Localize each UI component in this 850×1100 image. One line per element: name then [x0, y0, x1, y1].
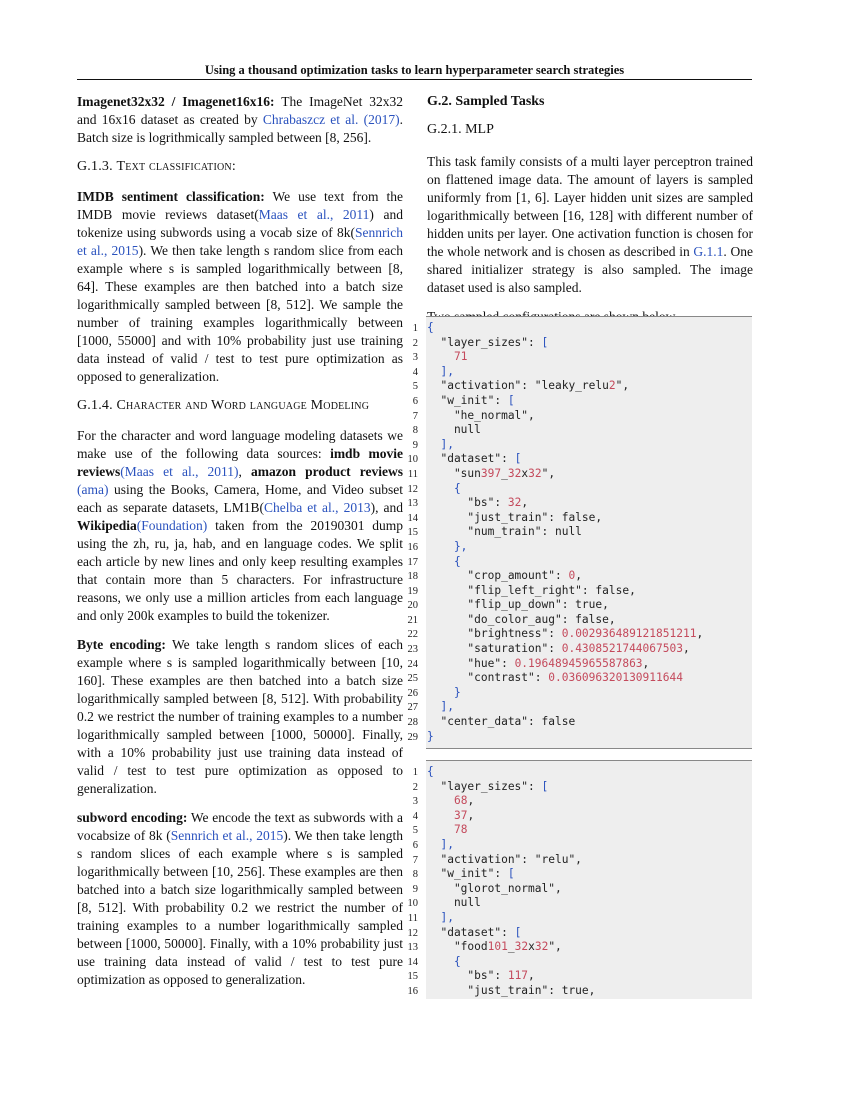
code-token: ,: [575, 569, 582, 583]
charword-text-5: taken from the 20190301 dump using the zh, ru, ja, hab, and en language codes. We split each article by new lines and only keep resulting examples that contain more than 5 characters. For infrastructure reasons, we only use a million articles from each language and only 200k examples to build the tokenizer.: [77, 518, 403, 623]
code-line: [427, 452, 703, 467]
charword-text-2: ,: [238, 464, 252, 479]
code-token: 117: [507, 969, 529, 983]
line-number: 16: [407, 541, 418, 553]
code-token: x: [521, 466, 529, 480]
line-number: 10: [407, 898, 418, 910]
citation-chrabaszcz[interactable]: Chrabaszcz et al. (2017): [262, 112, 400, 127]
code-token: "do_color_aug": false,: [427, 612, 616, 626]
line-number: 12: [407, 483, 418, 495]
code-token: ,: [467, 808, 475, 822]
imdb-text-1: We use text from the IMDB movie reviews dataset(: [77, 189, 403, 222]
code-line: [427, 409, 703, 424]
code-token: ,: [528, 969, 535, 983]
charword-text-4: ), and: [370, 500, 403, 515]
imagenet-paragraph: [77, 93, 403, 147]
code-token: 37: [453, 808, 468, 822]
code-token: 32: [507, 466, 522, 480]
byte-encoding-paragraph: [77, 636, 403, 798]
imdb-label: IMDB sentiment classification:: [77, 189, 265, 204]
citation-maas-2[interactable]: (Maas et al., 2011): [120, 464, 239, 479]
code-token: }: [427, 729, 434, 743]
code-line: [427, 584, 703, 599]
code-token: ",: [541, 466, 556, 480]
code-token: "bs":: [427, 969, 508, 983]
line-number: 20: [407, 600, 418, 612]
code-line: [427, 423, 703, 438]
line-number: 7: [412, 854, 418, 866]
code-block-2: [426, 760, 752, 999]
code-token: 101: [487, 940, 508, 954]
line-number: 28: [407, 717, 418, 729]
line-number: 4: [412, 366, 418, 378]
line-numbers-1: [398, 322, 418, 745]
code-token: [427, 794, 454, 807]
line-number: 27: [407, 702, 418, 714]
code-line: [427, 336, 703, 351]
line-number: 3: [412, 796, 418, 808]
imdb-text-2: ) and tokenize using subwords using a vocab size of 8k(: [77, 207, 403, 240]
code-token: ,: [696, 627, 704, 641]
running-title: Using a thousand optimization tasks to learn hyperparameter search strategies: [204, 63, 625, 77]
source-amazon: amazon product reviews: [251, 464, 403, 479]
line-number: 22: [407, 629, 418, 641]
code-token: ],: [427, 837, 454, 851]
code-line: [427, 511, 703, 526]
line-number: 6: [412, 839, 418, 851]
code-token: "saturation":: [427, 642, 562, 656]
line-number: 14: [407, 512, 418, 524]
code-line: [427, 838, 595, 853]
code-line: [427, 940, 595, 955]
code-line: [427, 926, 595, 941]
code-token: [427, 809, 454, 822]
line-number: 25: [407, 673, 418, 685]
code-line: [427, 700, 703, 715]
code-token: ,: [521, 496, 529, 510]
imagenet-label: Imagenet32x32 / Imagenet16x16:: [77, 94, 275, 109]
code-token: ],: [427, 437, 454, 451]
subword-encoding-paragraph: [77, 809, 403, 989]
code-token: 78: [453, 823, 468, 837]
code-line: [427, 671, 703, 686]
code-token: {: [427, 765, 434, 778]
code-line: [427, 896, 595, 911]
code-token: "contrast":: [427, 671, 549, 685]
code-token: null: [427, 896, 481, 910]
citation-foundation[interactable]: (Foundation): [136, 518, 208, 533]
code-token: "hue":: [427, 656, 515, 670]
line-number: 29: [407, 731, 418, 743]
line-number: 11: [407, 912, 418, 924]
source-wikipedia: Wikipedia: [77, 518, 137, 533]
code-token: }: [427, 685, 461, 699]
code-token: 0.002936489121851211: [561, 627, 697, 641]
source-imdb: imdb movie reviews: [77, 446, 403, 479]
mlp-paragraph: [427, 153, 753, 297]
code-token: [: [514, 452, 522, 466]
code-line: [427, 365, 703, 380]
byte-encoding-label: Byte encoding:: [77, 637, 166, 652]
code-token: ,: [642, 656, 650, 670]
code-token: _: [507, 940, 515, 954]
code-token: ",: [548, 940, 562, 954]
code-token: "crop_amount":: [427, 569, 569, 583]
code-token: "sun: [427, 466, 481, 480]
code-token: "glorot_normal",: [427, 881, 562, 895]
line-number: 6: [412, 395, 418, 407]
code-token: {: [427, 481, 461, 495]
code-line: [427, 794, 595, 809]
subword-text-2: ). We then take length s random slices of each example where s is sampled logarithmically between [10, 256]. These examples are then batched into a batch size logarithmically sampled between [8, 512]. With probability 0.2 we restrict the number of training examples to a number logarithmically sampled between [1000, 50000]. Finally, with a 10% probability just use training data instead of valid / test to test pure optimization as opposed to generalization.: [77, 828, 403, 987]
citation-ama[interactable]: (ama): [77, 482, 109, 497]
code-token: [: [507, 393, 515, 407]
code-line: [427, 657, 703, 672]
line-number: 3: [412, 352, 418, 364]
code-token: "w_init":: [427, 393, 508, 407]
code-token: "center_data": false: [427, 715, 576, 729]
section-heading-g21: G.2.1. MLP: [427, 122, 494, 137]
line-number: 23: [407, 644, 418, 656]
code-token: 2: [608, 379, 616, 393]
subword-text-1: We encode the text as subwords with a vocabsize of 8k (: [77, 810, 403, 843]
line-number: 1: [412, 323, 418, 334]
code-line: [427, 911, 595, 926]
section-heading-g13: [77, 158, 403, 176]
code-token: ,: [467, 794, 475, 808]
code-line: [427, 467, 703, 482]
citation-sennrich[interactable]: Sennrich et al., 2015: [77, 225, 403, 258]
code-line: [427, 540, 703, 555]
code-line: [427, 555, 703, 570]
line-number: 9: [412, 883, 418, 895]
code-token: "brightness":: [427, 627, 562, 641]
code-token: {: [427, 321, 434, 334]
code-token: {: [427, 954, 461, 968]
code-token: {: [427, 554, 461, 568]
code-token: _: [501, 466, 508, 480]
code-line: [427, 853, 595, 868]
code-listing-2: [426, 765, 595, 999]
code-token: },: [427, 539, 468, 553]
code-line: [427, 780, 595, 795]
line-number: 24: [407, 658, 418, 670]
code-token: "he_normal",: [427, 408, 535, 422]
citation-chelba[interactable]: Chelba et al., 2013: [263, 500, 371, 515]
code-token: [427, 823, 454, 836]
line-number: 13: [407, 498, 418, 510]
code-token: [: [541, 335, 549, 349]
line-number: 5: [412, 825, 418, 837]
code-line: [427, 598, 703, 613]
line-number: 4: [412, 810, 418, 822]
imdb-text-3: ). We then take length s random slice from each example where s is sampled logarithmically between [8, 64]. These examples are then batched into a batch size logarithmically sampled between [8, 512]. We sample the number of training examples logarithmically between [1000, 55000] and with 10% probability just use training data instead of valid / test to test pure optimization as opposed to generalization.: [77, 243, 403, 384]
code-line: [427, 809, 595, 824]
code-token: ,: [682, 642, 690, 656]
code-token: "food: [427, 940, 488, 954]
line-number: 8: [412, 869, 418, 881]
code-line: [427, 394, 703, 409]
mlp-text-2: . One shared initializer strategy is also sampled. The image dataset used is also sampled.: [427, 244, 753, 295]
code-token: [: [541, 779, 549, 793]
code-token: 0.4308521744067503: [561, 642, 683, 656]
line-number: 12: [407, 927, 418, 939]
charword-paragraph: [77, 427, 403, 625]
code-token: "dataset":: [427, 452, 515, 466]
code-token: 68: [453, 794, 468, 808]
line-number: 7: [412, 410, 418, 422]
code-token: [: [514, 925, 522, 939]
code-token: ],: [427, 364, 454, 378]
code-token: 397: [480, 466, 502, 480]
g14-title: Character and Word language Modeling: [116, 398, 370, 413]
charword-text-3: using the Books, Camera, Home, and Video subset each as separate datasets, LM1B(: [77, 482, 403, 515]
code-token: ],: [427, 910, 454, 924]
code-line: [427, 686, 703, 701]
code-line: [427, 438, 703, 453]
section-heading-g2: G.2. Sampled Tasks: [427, 94, 545, 109]
code-line: [427, 730, 703, 745]
code-token: 0: [568, 569, 576, 583]
line-numbers-2: [398, 766, 418, 1000]
line-number: 2: [412, 781, 418, 793]
code-line: [427, 715, 703, 730]
code-token: 71: [453, 350, 468, 364]
code-token: 32: [528, 466, 542, 480]
code-line: [427, 882, 595, 897]
section-heading-g14: [77, 397, 403, 415]
imagenet-text-1: The ImageNet 32x32 and 16x16 dataset as created by: [77, 94, 403, 127]
code-token: 32: [534, 940, 549, 954]
code-token: "layer_sizes":: [427, 779, 542, 793]
line-number: 10: [407, 454, 418, 466]
line-number: 16: [407, 985, 418, 997]
subword-encoding-label: subword encoding:: [77, 810, 188, 825]
code-token: "activation": "relu",: [427, 852, 582, 866]
code-token: [: [507, 867, 515, 881]
code-token: "bs":: [427, 496, 508, 510]
code-token: "dataset":: [427, 925, 515, 939]
code-block-1: [426, 316, 752, 749]
line-number: 15: [407, 971, 418, 983]
header-rule: [77, 79, 752, 80]
line-number: 11: [407, 468, 418, 480]
line-number: 9: [412, 439, 418, 451]
g13-number: G.1.3.: [77, 159, 117, 174]
line-number: 2: [412, 337, 418, 349]
code-line: [427, 350, 703, 365]
code-token: "num_train": null: [427, 525, 582, 539]
line-number: 1: [412, 767, 418, 778]
code-token: "flip_up_down": true,: [427, 598, 609, 612]
imdb-paragraph: [77, 188, 403, 386]
line-number: 18: [407, 571, 418, 583]
code-token: "flip_left_right": false,: [427, 583, 636, 597]
line-number: 19: [407, 585, 418, 597]
reference-g111[interactable]: G.1.1: [693, 244, 724, 259]
mlp-text-1: This task family consists of a multi layer perceptron trained on flattened image data. The amount of layers is sampled uniformly from [1, 6]. Layer hidden unit sizes are sampled logarithmically between [16, 128] with different number of hidden units per layer. One activation function is chosen for the whole network and is chosen as described in: [427, 154, 753, 259]
right-column: [427, 93, 753, 337]
code-token: x: [528, 940, 535, 954]
code-line: [427, 969, 595, 984]
code-line: [427, 379, 703, 394]
g13-title: Text classification:: [116, 159, 236, 174]
code-token: "just_train": true,: [427, 983, 596, 997]
code-token: 32: [507, 496, 522, 510]
code-line: [427, 765, 595, 780]
line-number: 26: [407, 687, 418, 699]
citation-maas[interactable]: Maas et al., 2011: [258, 207, 370, 222]
line-number: 5: [412, 381, 418, 393]
charword-text-1: For the character and word language modeling datasets we make use of the following data sources:: [77, 428, 403, 461]
code-line: [427, 321, 703, 336]
code-line: [427, 525, 703, 540]
imagenet-text-2: . Batch size is logrithmically sampled between [8, 256].: [77, 112, 403, 145]
code-token: ",: [615, 379, 630, 393]
left-column: [77, 93, 403, 1000]
code-line: [427, 823, 595, 838]
citation-sennrich-2[interactable]: Sennrich et al., 2015: [170, 828, 284, 843]
code-line: [427, 955, 595, 970]
code-token: 0.19648945965587863: [514, 656, 643, 670]
code-token: "just_train": false,: [427, 510, 603, 524]
code-line: [427, 496, 703, 511]
line-number: 21: [407, 614, 418, 626]
code-line: [427, 569, 703, 584]
line-number: 17: [407, 556, 418, 568]
g14-number: G.1.4.: [77, 398, 117, 413]
code-token: null: [427, 423, 481, 437]
code-token: "w_init":: [427, 867, 508, 881]
line-number: 8: [412, 425, 418, 437]
line-number: 15: [407, 527, 418, 539]
line-number: 14: [407, 956, 418, 968]
byte-encoding-text: We take length s random slices of each example where s is sampled logarithmically between [10, 160]. These examples are then batched into a batch size logarithmically sampled between [8, 512]. With probability 0.2 we restrict the number of training examples to a number logarithmically sampled between [1000, 50000]. Finally, with a 10% probability just use training data instead of valid / test to test pure optimization as opposed to generalization.: [77, 637, 403, 796]
code-token: ],: [427, 700, 454, 714]
line-number: 13: [407, 942, 418, 954]
code-listing-1: [426, 321, 703, 744]
code-token: [427, 350, 454, 363]
code-token: 32: [514, 940, 529, 954]
code-line: [427, 482, 703, 497]
code-line: [427, 627, 703, 642]
code-token: "activation": "leaky_relu: [427, 379, 609, 393]
code-token: "layer_sizes":: [427, 335, 542, 349]
code-line: [427, 613, 703, 628]
code-token: 0.036096320130911644: [548, 671, 683, 685]
code-line: [427, 867, 595, 882]
code-line: [427, 642, 703, 657]
code-line: [427, 984, 595, 999]
